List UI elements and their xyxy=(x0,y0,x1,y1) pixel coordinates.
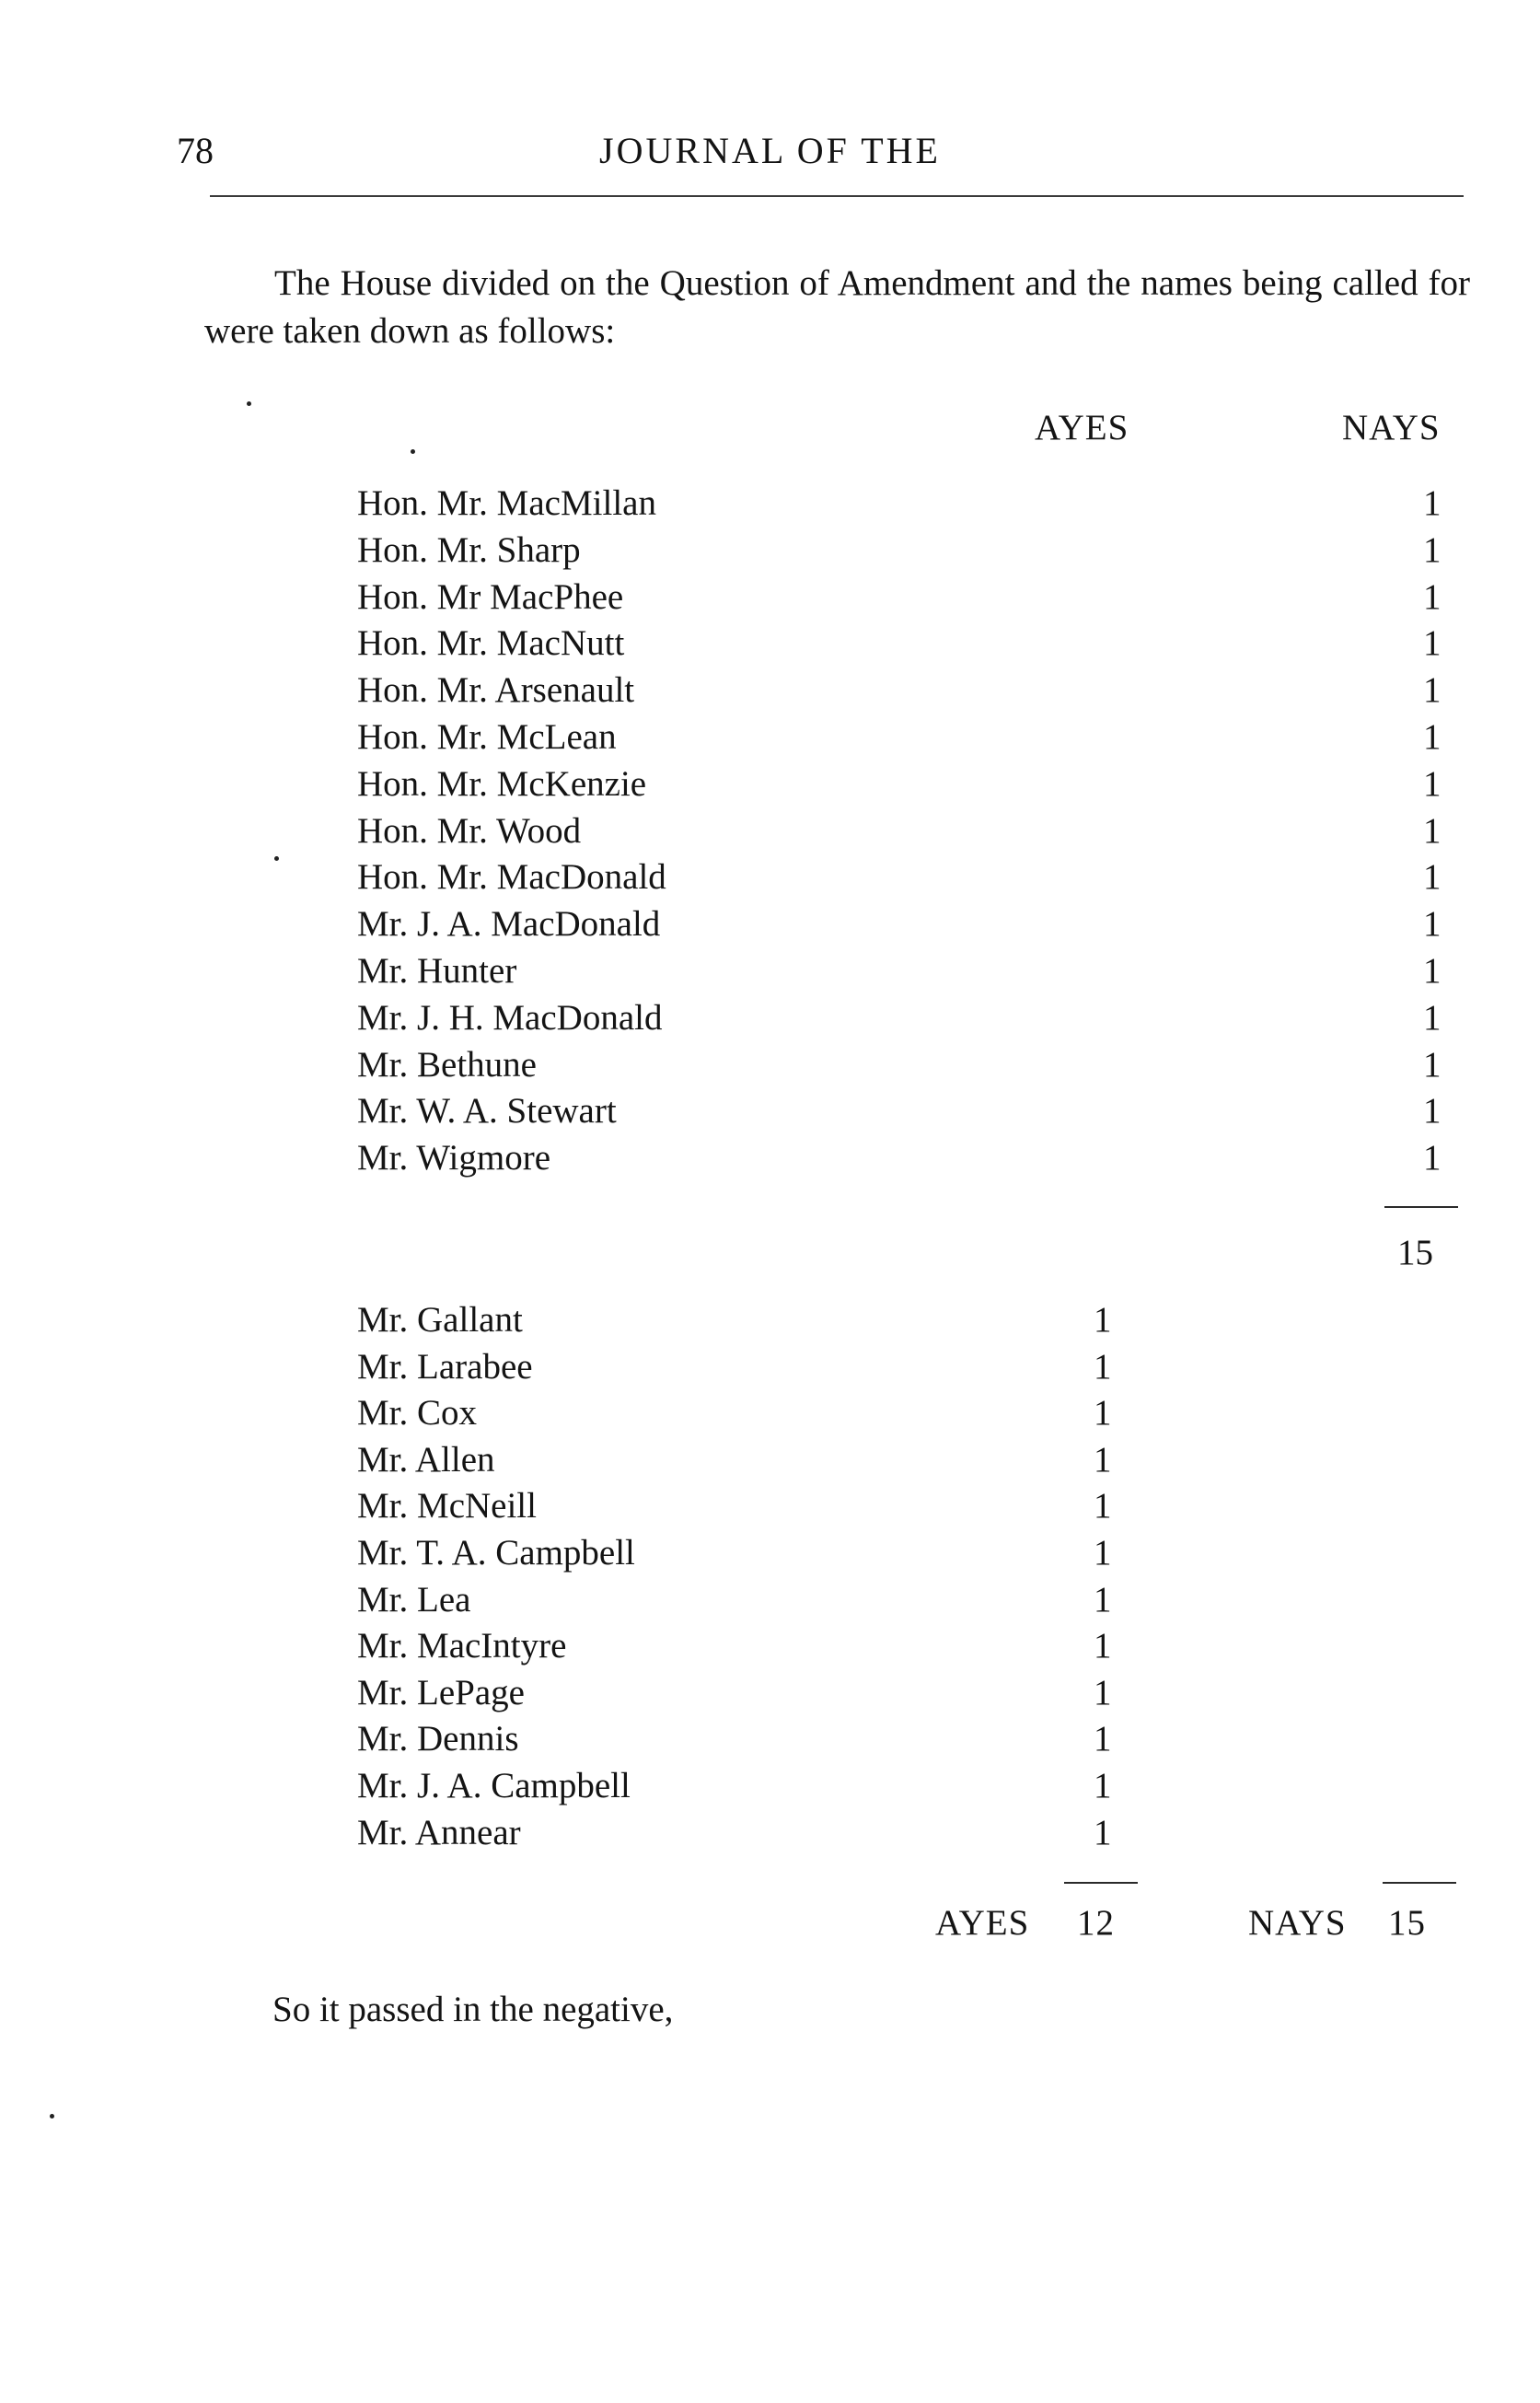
print-speck xyxy=(50,2114,54,2119)
member-name: Hon. Mr MacPhee xyxy=(357,576,624,617)
vote-row xyxy=(0,528,1540,575)
nays-column-heading: NAYS xyxy=(1342,408,1441,447)
nay-vote-mark: 1 xyxy=(1423,810,1442,851)
ayes-column-heading: AYES xyxy=(1035,408,1129,447)
nays-total-value: 15 xyxy=(1388,1903,1426,1943)
nay-vote-mark: 1 xyxy=(1423,576,1442,617)
nay-vote-mark: 1 xyxy=(1423,483,1442,523)
member-name: Hon. Mr. Sharp xyxy=(357,529,581,570)
vote-row xyxy=(0,809,1540,856)
nay-vote-mark: 1 xyxy=(1423,1091,1442,1132)
vote-row xyxy=(0,1438,1540,1485)
aye-vote-mark: 1 xyxy=(1094,1579,1112,1619)
ayes-total-label: AYES xyxy=(935,1903,1030,1943)
member-name: Hon. Mr. MacMillan xyxy=(357,483,656,523)
vote-row xyxy=(0,1811,1540,1858)
intro-paragraph: The House divided on the Question of Amendment and the names being called for were taken down as follows: xyxy=(204,263,1470,351)
nay-vote-mark: 1 xyxy=(1423,717,1442,757)
member-name: Mr. Wigmore xyxy=(357,1138,551,1178)
vote-row xyxy=(0,1345,1540,1392)
member-name: Hon. Mr. McLean xyxy=(357,717,617,757)
nays-subtotal: 15 xyxy=(1397,1233,1433,1272)
member-name: Mr. Lea xyxy=(357,1579,471,1619)
ayes-total-value: 12 xyxy=(1077,1903,1115,1943)
member-name: Mr. J. A. MacDonald xyxy=(357,904,661,945)
closing-statement: So it passed in the negative, xyxy=(272,1990,674,2029)
nay-vote-mark: 1 xyxy=(1423,1138,1442,1178)
running-title: JOURNAL OF THE xyxy=(599,130,941,171)
vote-row xyxy=(0,996,1540,1043)
vote-row xyxy=(0,575,1540,622)
vote-row xyxy=(0,1764,1540,1811)
member-name: Hon. Mr. MacDonald xyxy=(357,857,666,898)
vote-row xyxy=(0,1671,1540,1718)
nay-vote-mark: 1 xyxy=(1423,763,1442,804)
nay-vote-mark: 1 xyxy=(1423,1044,1442,1085)
vote-row xyxy=(0,949,1540,996)
print-speck xyxy=(247,401,251,406)
aye-vote-mark: 1 xyxy=(1094,1719,1112,1759)
print-speck xyxy=(411,449,415,454)
vote-row xyxy=(0,668,1540,715)
member-name: Mr. McNeill xyxy=(357,1486,537,1527)
member-name: Mr. Gallant xyxy=(357,1300,523,1340)
aye-vote-mark: 1 xyxy=(1094,1533,1112,1573)
member-name: Mr. LePage xyxy=(357,1672,525,1712)
member-name: Hon. Mr. Wood xyxy=(357,810,582,851)
aye-vote-mark: 1 xyxy=(1094,1486,1112,1527)
member-name: Mr. Hunter xyxy=(357,951,517,991)
member-name: Hon. Mr. Arsenault xyxy=(357,670,635,711)
vote-row xyxy=(0,1624,1540,1671)
header-rule xyxy=(210,195,1464,197)
vote-row xyxy=(0,482,1540,528)
vote-row xyxy=(0,1089,1540,1136)
member-name: Mr. J. H. MacDonald xyxy=(357,997,663,1038)
nay-vote-mark: 1 xyxy=(1423,997,1442,1038)
aye-vote-mark: 1 xyxy=(1094,1439,1112,1480)
nays-subtotal-rule xyxy=(1384,1206,1458,1208)
member-name: Mr. Larabee xyxy=(357,1346,533,1387)
vote-row xyxy=(0,1484,1540,1531)
member-name: Hon. Mr. MacNutt xyxy=(357,623,625,664)
aye-vote-mark: 1 xyxy=(1094,1626,1112,1666)
vote-row xyxy=(0,1136,1540,1183)
vote-row xyxy=(0,762,1540,809)
nay-vote-mark: 1 xyxy=(1423,529,1442,570)
aye-vote-mark: 1 xyxy=(1094,1812,1112,1852)
vote-row xyxy=(0,902,1540,949)
member-name: Mr. Allen xyxy=(357,1439,495,1480)
vote-row xyxy=(0,1531,1540,1578)
member-name: Mr. Dennis xyxy=(357,1719,519,1759)
vote-row xyxy=(0,1043,1540,1090)
ayes-total-rule xyxy=(1064,1882,1138,1884)
nays-total-rule xyxy=(1383,1882,1456,1884)
page-number: 78 xyxy=(177,130,214,171)
member-name: Mr. Annear xyxy=(357,1812,521,1852)
member-name: Mr. W. A. Stewart xyxy=(357,1091,617,1132)
nays-total-label: NAYS xyxy=(1248,1903,1347,1943)
member-name: Mr. J. A. Campbell xyxy=(357,1766,631,1805)
nay-vote-mark: 1 xyxy=(1423,904,1442,945)
nay-vote-mark: 1 xyxy=(1423,623,1442,664)
member-name: Mr. Bethune xyxy=(357,1044,537,1085)
nay-vote-mark: 1 xyxy=(1423,951,1442,991)
aye-vote-mark: 1 xyxy=(1094,1393,1112,1434)
aye-vote-mark: 1 xyxy=(1094,1672,1112,1712)
vote-row xyxy=(0,1298,1540,1345)
vote-row xyxy=(0,1578,1540,1625)
nay-vote-mark: 1 xyxy=(1423,857,1442,898)
vote-row xyxy=(0,1391,1540,1438)
member-name: Hon. Mr. McKenzie xyxy=(357,763,647,804)
aye-vote-mark: 1 xyxy=(1094,1346,1112,1387)
aye-vote-mark: 1 xyxy=(1094,1766,1112,1805)
vote-row xyxy=(0,621,1540,668)
vote-row xyxy=(0,715,1540,762)
member-name: Mr. Cox xyxy=(357,1393,478,1434)
vote-row xyxy=(0,855,1540,902)
vote-row xyxy=(0,1717,1540,1764)
print-speck xyxy=(274,856,279,861)
member-name: Mr. T. A. Campbell xyxy=(357,1533,635,1573)
nay-vote-mark: 1 xyxy=(1423,670,1442,711)
aye-vote-mark: 1 xyxy=(1094,1300,1112,1340)
member-name: Mr. MacIntyre xyxy=(357,1626,567,1666)
